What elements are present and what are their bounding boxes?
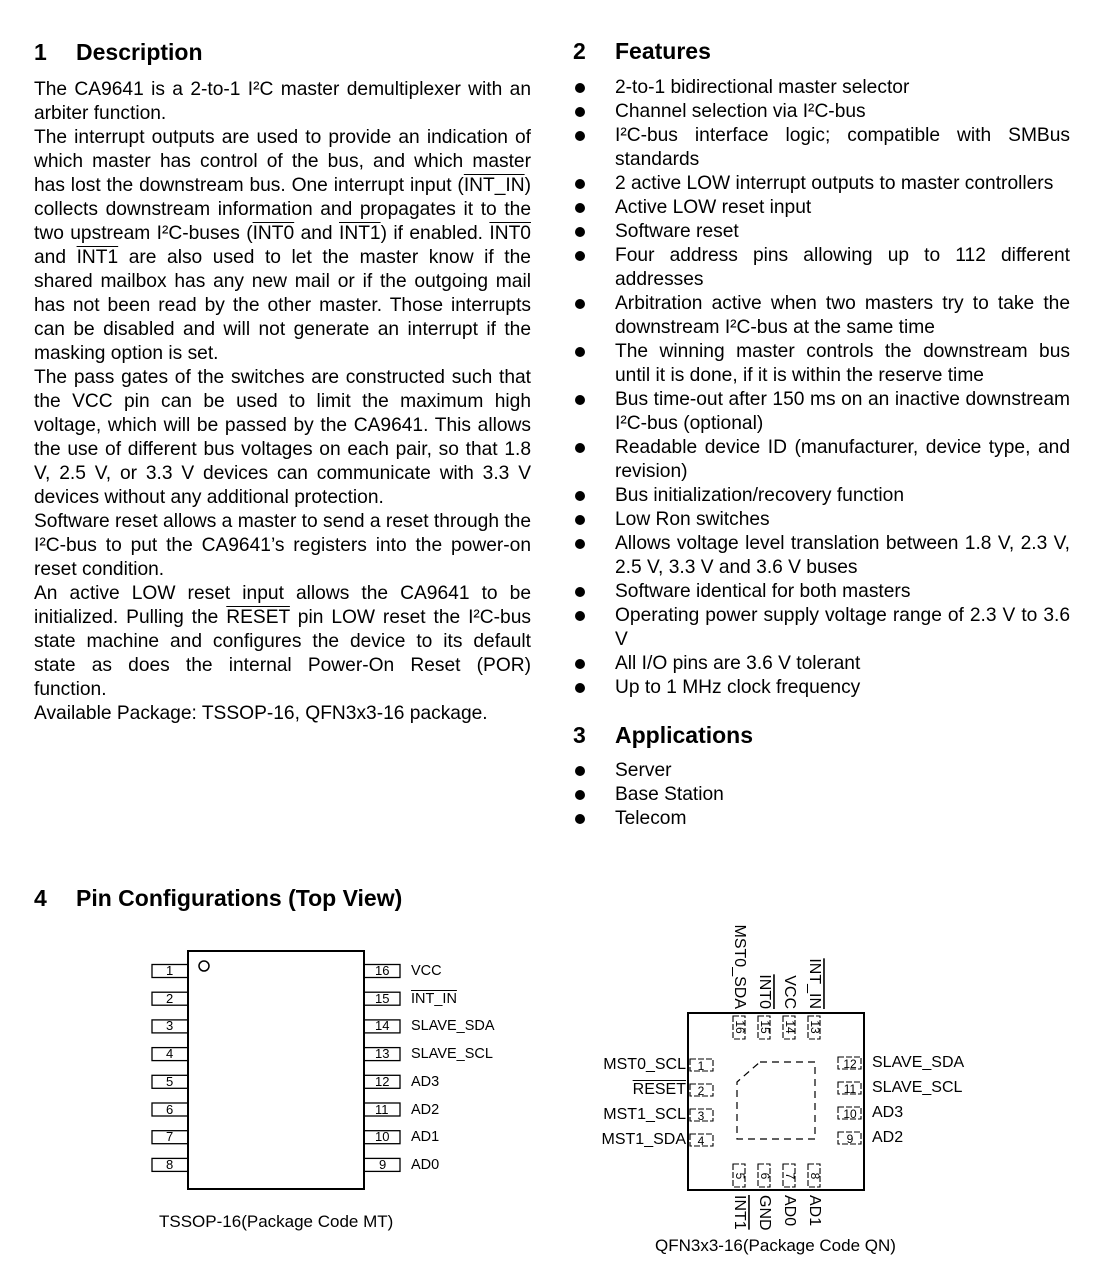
pin-label: MST0_SDA [730, 924, 748, 1009]
pin-label: INT1 [730, 1195, 748, 1230]
pin-number: 10 [843, 1107, 857, 1121]
list-item: Server [574, 759, 1070, 783]
pin-label: SLAVE_SDA [872, 1054, 965, 1071]
pin-number: 1 [166, 963, 174, 978]
pin-label: SLAVE_SCL [411, 1046, 493, 1063]
signal-name: INT1 [339, 223, 381, 244]
list-item: Four address pins allowing up to 112 different addresses [574, 244, 1070, 292]
signal-name: RESET [226, 607, 290, 628]
pin-number: 14 [375, 1018, 390, 1034]
pin-number: 2 [697, 1084, 705, 1098]
description-paragraph: An active LOW reset input allows the CA9641 to be initialized. Pulling the RESET pin LOW reset the I²C-bus state machine and configures the device to its default state as does the internal Power-On Reset (POR) function. [34, 583, 531, 700]
section-number: 3 [573, 722, 586, 748]
pin-number: 13 [375, 1046, 390, 1062]
section-title: Pin Configurations (Top View) [76, 885, 403, 911]
list-item: Base Station [574, 783, 1070, 807]
section-number: 2 [573, 38, 586, 64]
pin-label: AD2 [411, 1101, 440, 1118]
pin-number: 8 [807, 1172, 822, 1180]
pin-number: 3 [166, 1018, 174, 1034]
pin-number: 16 [375, 963, 390, 978]
pin-label: AD0 [780, 1195, 798, 1227]
list-item: Operating power supply voltage range of 2.3 V to 3.6 V [574, 604, 1070, 652]
pin-label: AD3 [411, 1073, 440, 1090]
pin-number: 1 [697, 1059, 705, 1073]
list-item: Software identical for both masters [574, 580, 1070, 604]
section-number: 4 [34, 885, 47, 911]
pin-number: 11 [843, 1082, 857, 1096]
list-item: Telecom [574, 807, 1070, 831]
pin-number: 8 [166, 1156, 174, 1172]
list-item: Bus initialization/recovery function [574, 484, 1070, 508]
description-paragraph: The interrupt outputs are used to provide an indication of which master has control of the bus, and which master has lost the downstream bus. One interrupt input (INT_IN) collects downstream information and propagates it to the two upstream I²C-buses (INT0 and INT1) if enabled. INT0 and INT1 are also used to let the master know if the shared mailbox has any new mail or if the outgoing mail has not been read by the other master. Those interrupts can be disabled and will not generate an interrupt if the masking option is set. [34, 127, 531, 364]
list-item: The winning master controls the downstream bus until it is done, if it is within the reserve time [574, 340, 1070, 388]
pin-label: MST1_SDA [601, 1131, 686, 1148]
pin-label: SLAVE_SCL [872, 1079, 963, 1096]
pin-number: 9 [379, 1156, 387, 1172]
section-title: Description [76, 39, 203, 65]
pin-number: 7 [782, 1172, 797, 1180]
pin-number: 10 [375, 1129, 390, 1145]
section-title: Features [615, 38, 711, 64]
pin-label: AD0 [411, 1156, 440, 1173]
pin-number: 4 [166, 1046, 174, 1062]
qfn-caption: QFN3x3-16(Package Code QN) [655, 1236, 896, 1255]
pin-label: MST1_SCL [603, 1106, 686, 1123]
pin-label: RESET [632, 1081, 686, 1098]
description-paragraph: The CA9641 is a 2-to-1 I²C master demultiplexer with an arbiter function. [34, 79, 531, 124]
pin-number: 5 [166, 1073, 174, 1089]
signal-name: INT0 [252, 223, 295, 244]
pin-number: 4 [697, 1134, 705, 1148]
list-item: Active LOW reset input [574, 196, 1070, 220]
pin-label: GND [755, 1195, 773, 1231]
description-paragraph: Available Package: TSSOP-16, QFN3x3-16 package. [34, 703, 488, 724]
pin-number: 5 [732, 1172, 747, 1180]
pin-number: 15 [757, 1020, 772, 1034]
pin-number: 15 [375, 990, 390, 1006]
pin-label: INT0 [755, 974, 773, 1009]
section-title: Applications [615, 722, 754, 748]
list-item: Channel selection via I²C-bus [574, 100, 1070, 124]
list-item: All I/O pins are 3.6 V tolerant [574, 652, 1070, 676]
list-item: Arbitration active when two masters try to take the downstream I²C-bus at the same time [574, 292, 1070, 340]
pin-label: AD1 [411, 1129, 440, 1146]
pin-label: VCC [411, 963, 442, 979]
pin-number: 14 [782, 1020, 797, 1034]
list-item: Bus time-out after 150 ms on an inactive downstream I²C-bus (optional) [574, 388, 1070, 436]
list-item: Readable device ID (manufacturer, device type, and revision) [574, 436, 1070, 484]
pin-number: 6 [166, 1101, 174, 1117]
pin-number: 2 [166, 990, 174, 1006]
pin-number: 7 [166, 1129, 174, 1145]
pin-number: 13 [807, 1020, 822, 1034]
pin-label: INT_IN [411, 990, 457, 1007]
pin-number: 3 [697, 1109, 705, 1123]
pin-label: AD2 [872, 1129, 904, 1146]
pin-number: 12 [843, 1057, 857, 1071]
list-item: I²C-bus interface logic; compatible with SMBus standards [574, 124, 1070, 172]
signal-name: INT_IN [463, 175, 525, 196]
pin-label: INT_IN [805, 958, 823, 1009]
list-item: Allows voltage level translation between 1.8 V, 2.3 V, 2.5 V, 3.3 V and 3.6 V buses [574, 532, 1070, 580]
pin-number: 12 [375, 1073, 390, 1089]
pin-number: 11 [375, 1101, 389, 1117]
description-paragraph: Software reset allows a master to send a reset through the I²C-bus to put the CA9641’s registers into the power-on reset condition. [34, 511, 532, 580]
signal-name: INT0 [489, 223, 531, 244]
list-item: Software reset [574, 220, 1070, 244]
pin-label: VCC [780, 975, 798, 1009]
list-item: Low Ron switches [574, 508, 1070, 532]
list-item: 2-to-1 bidirectional master selector [574, 76, 1070, 100]
pin-label: MST0_SCL [603, 1056, 686, 1073]
pin-label: AD1 [805, 1195, 823, 1227]
pin-label: SLAVE_SDA [411, 1018, 495, 1035]
pin-number: 6 [757, 1172, 772, 1180]
section-number: 1 [34, 39, 47, 65]
description-paragraph: The pass gates of the switches are constructed such that the VCC pin can be used to limit the maximum high voltage, which will be passed by the CA9641. This allows the use of different bus voltages on each pair, so that 1.8 V, 2.5 V, or 3.3 V devices can communicate with 3.3 V devices without any additional protection. [34, 367, 531, 508]
signal-name: INT1 [76, 247, 119, 268]
pin-number: 16 [732, 1020, 747, 1034]
tssop-caption: TSSOP-16(Package Code MT) [159, 1212, 394, 1231]
pin-number: 9 [846, 1132, 854, 1146]
pin-label: AD3 [872, 1104, 904, 1121]
list-item: Up to 1 MHz clock frequency [574, 676, 1070, 700]
list-item: 2 active LOW interrupt outputs to master controllers [574, 172, 1070, 196]
